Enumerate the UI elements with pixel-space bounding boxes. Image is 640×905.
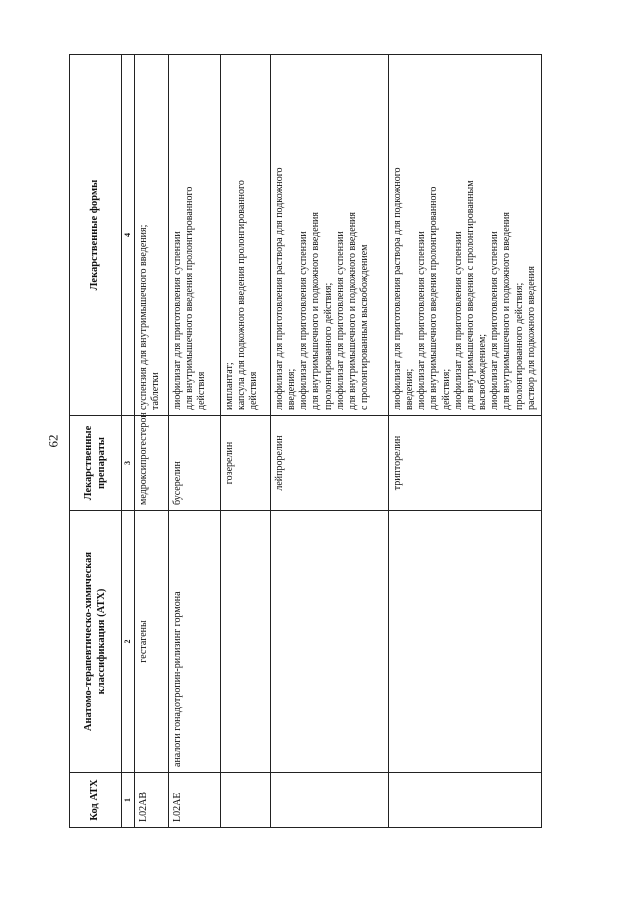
- dosage-form-line: лиофилизат для приготовления суспензии: [489, 231, 501, 410]
- dosage-form-line: пролонгированного действия;: [513, 282, 525, 410]
- dosage-form-line: лиофилизат для приготовления суспензии: [298, 231, 310, 410]
- atc-classification: аналоги гонадотропин-рилизинг гормона: [168, 511, 220, 773]
- drug-name: бусерелин: [168, 416, 220, 511]
- atc-code: L02AB: [134, 773, 168, 828]
- dosage-form-line: раствор для подкожного введения: [525, 266, 537, 410]
- dosage-form-line: таблетки: [149, 372, 161, 410]
- table-row: [220, 55, 270, 828]
- dosage-form-line: действия: [248, 371, 260, 410]
- dosage-form-line: лиофилизат для приготовления суспензии: [171, 231, 183, 410]
- column-number: 3: [122, 416, 135, 511]
- dosage-form-line: действия;: [440, 368, 452, 410]
- header-row: [70, 55, 122, 828]
- atc-code: L02AE: [168, 773, 220, 828]
- atc-code: [220, 773, 270, 828]
- atc-classification: [220, 511, 270, 773]
- dosage-forms: [168, 55, 220, 416]
- atc-classification: [270, 511, 388, 773]
- dosage-form-line: для внутримышечного введения с пролонгированным: [464, 180, 476, 410]
- column-number: 4: [122, 55, 135, 416]
- drug-name: трипторелин: [388, 416, 541, 511]
- dosage-form-line: имплантат;: [223, 362, 235, 410]
- dosage-form-line: для внутримышечного введения пролонгированного: [428, 186, 440, 410]
- drug-name: медроксипрогестерон: [134, 416, 168, 511]
- drug-table-sheet: [69, 55, 554, 828]
- dosage-form-line: лиофилизат для приготовления раствора для подкожного: [391, 167, 403, 410]
- table-row: [388, 55, 541, 828]
- dosage-form-line: действия: [196, 371, 208, 410]
- dosage-form-line: лиофилизат для приготовления суспензии: [416, 231, 428, 410]
- dosage-form-line: для внутримышечного и подкожного введения: [310, 211, 322, 410]
- drug-name: лейпрорелин: [270, 416, 388, 511]
- column-number: 2: [122, 511, 135, 773]
- dosage-form-line: введения;: [403, 368, 415, 410]
- dosage-forms: [388, 55, 541, 416]
- header-drugs: Лекарственные препараты: [70, 416, 122, 511]
- header-classification: Анатомо-терапевтическо-химическая классификация (АТХ): [70, 511, 122, 773]
- atc-classification: гестагены: [134, 511, 168, 773]
- page-number: [40, 428, 66, 454]
- header-forms: Лекарственные формы: [70, 55, 122, 416]
- table-row: [134, 55, 168, 828]
- dosage-form-line: высвобождением;: [477, 333, 489, 410]
- column-number: 1: [122, 773, 135, 828]
- atc-classification: [388, 511, 541, 773]
- dosage-form-line: для внутримышечного и подкожного введения: [346, 211, 358, 410]
- page-number-text: 62: [45, 434, 60, 448]
- dosage-forms: [134, 55, 168, 416]
- atc-code: [388, 773, 541, 828]
- atc-code: [270, 773, 388, 828]
- dosage-forms: [270, 55, 388, 416]
- dosage-form-line: для внутримышечного введения пролонгированного: [183, 186, 195, 410]
- dosage-form-line: суспензия для внутримышечного введения;: [137, 224, 149, 410]
- dosage-form-line: капсула для подкожного введения пролонгированного: [235, 180, 247, 410]
- table-row: [270, 55, 388, 828]
- dosage-forms: [220, 55, 270, 416]
- drug-table: [69, 54, 542, 828]
- dosage-form-line: пролонгированного действия;: [322, 282, 334, 410]
- dosage-form-line: лиофилизат для приготовления раствора для подкожного: [273, 167, 285, 410]
- dosage-form-line: лиофилизат для приготовления суспензии: [452, 231, 464, 410]
- header-code: Код АТХ: [70, 773, 122, 828]
- dosage-form-line: введения;: [285, 368, 297, 410]
- column-number-row: [122, 55, 135, 828]
- dosage-form-line: с пролонгированным высвобождением: [359, 244, 371, 410]
- dosage-form-line: лиофилизат для приготовления суспензии: [334, 231, 346, 410]
- drug-name: гозерелин: [220, 416, 270, 511]
- table-row: [168, 55, 220, 828]
- dosage-form-line: для внутримышечного и подкожного введения: [501, 211, 513, 410]
